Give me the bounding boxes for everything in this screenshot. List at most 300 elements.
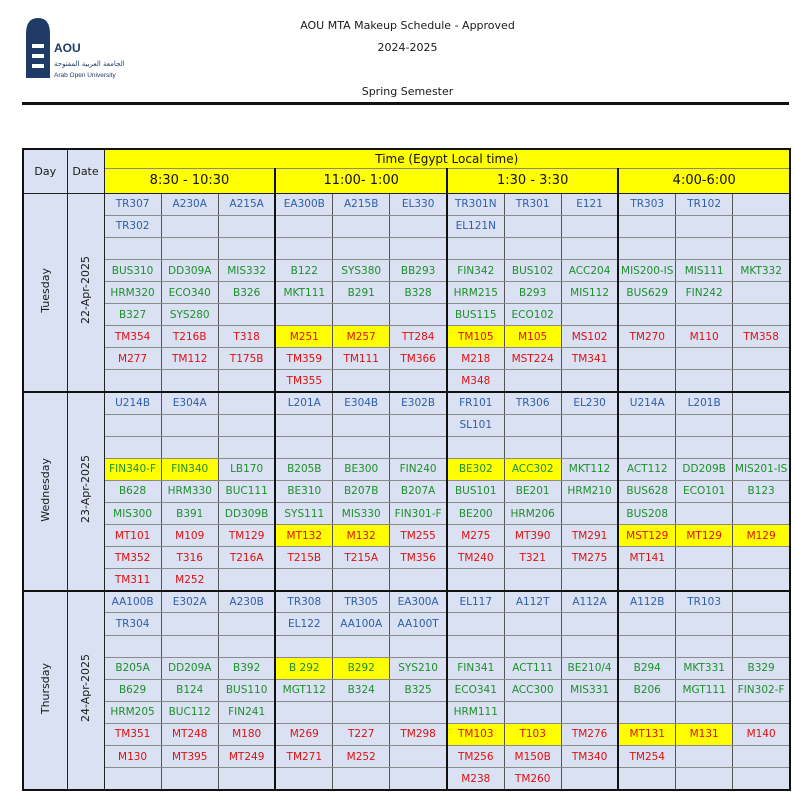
course-cell: TM298	[390, 723, 447, 745]
date-cell	[67, 591, 104, 790]
course-cell	[218, 215, 275, 237]
semester-label: Spring Semester	[361, 85, 454, 98]
course-cell: FIN241	[218, 701, 275, 723]
course-cell: MT141	[618, 547, 675, 569]
day-name: Thursday	[38, 662, 52, 715]
course-cell	[161, 436, 218, 458]
course-cell: BUS208	[618, 503, 675, 525]
course-cell	[676, 237, 733, 259]
course-cell: EL330	[390, 193, 447, 215]
course-cell: M180	[218, 723, 275, 745]
course-cell: BUC111	[218, 480, 275, 502]
course-cell	[676, 304, 733, 326]
course-cell	[733, 591, 790, 613]
course-cell: EL230	[561, 392, 618, 414]
course-cell: BUS115	[447, 304, 504, 326]
course-cell: M132	[333, 525, 390, 547]
course-cell: TR304	[104, 613, 161, 635]
course-cell	[618, 768, 675, 790]
course-cell: E121	[561, 193, 618, 215]
course-cell	[390, 746, 447, 768]
course-cell	[333, 237, 390, 259]
course-cell	[733, 370, 790, 392]
course-cell: HRM210	[561, 480, 618, 502]
course-cell	[618, 414, 675, 436]
course-cell: SYS280	[161, 304, 218, 326]
date-value: 24-Apr-2025	[79, 654, 92, 723]
course-cell	[161, 613, 218, 635]
course-cell: FIN301-F	[390, 503, 447, 525]
svg-text:AOU: AOU	[54, 41, 81, 55]
course-cell	[618, 370, 675, 392]
course-cell	[161, 768, 218, 790]
course-cell: MIS330	[333, 503, 390, 525]
course-cell	[390, 304, 447, 326]
course-cell: B122	[275, 259, 332, 281]
course-cell: M109	[161, 525, 218, 547]
course-cell	[333, 304, 390, 326]
course-cell	[333, 436, 390, 458]
course-cell: B628	[104, 480, 161, 502]
course-cell	[390, 701, 447, 723]
course-cell	[733, 304, 790, 326]
course-cell	[447, 237, 504, 259]
course-cell: T216A	[218, 547, 275, 569]
course-cell: TR306	[504, 392, 561, 414]
course-cell: M130	[104, 746, 161, 768]
schedule-row	[23, 480, 790, 502]
schedule-row	[23, 370, 790, 392]
course-cell	[218, 392, 275, 414]
course-cell: SYS210	[390, 657, 447, 679]
course-cell: MST129	[618, 525, 675, 547]
course-cell: M150B	[504, 746, 561, 768]
course-cell: FIN340	[161, 458, 218, 480]
course-cell	[561, 436, 618, 458]
schedule-row	[23, 392, 790, 414]
course-cell: DD209B	[676, 458, 733, 480]
svg-text:Arab Open University: Arab Open University	[54, 72, 116, 79]
course-cell: MT101	[104, 525, 161, 547]
course-cell: TM291	[561, 525, 618, 547]
course-cell	[733, 282, 790, 304]
course-cell: MKT112	[561, 458, 618, 480]
course-cell: AA100B	[104, 591, 161, 613]
course-cell: L201A	[275, 392, 332, 414]
course-cell: TR103	[676, 591, 733, 613]
course-cell: TT284	[390, 326, 447, 348]
course-cell: M252	[333, 746, 390, 768]
course-cell: B293	[504, 282, 561, 304]
course-cell: TR307	[104, 193, 161, 215]
schedule-row	[23, 613, 790, 635]
course-cell: BE201	[504, 480, 561, 502]
course-cell	[275, 569, 332, 591]
course-cell: MT390	[504, 525, 561, 547]
course-cell: EL117	[447, 591, 504, 613]
course-cell: B207B	[333, 480, 390, 502]
course-cell: BUS101	[447, 480, 504, 502]
course-cell: B326	[218, 282, 275, 304]
course-cell: BE200	[447, 503, 504, 525]
course-cell: FIN240	[390, 458, 447, 480]
schedule-row	[23, 569, 790, 591]
schedule-row	[23, 723, 790, 745]
aou-logo-mark	[24, 16, 124, 86]
course-cell: BUS629	[618, 282, 675, 304]
date-cell	[67, 193, 104, 392]
course-cell: TM275	[561, 547, 618, 569]
course-cell	[218, 768, 275, 790]
course-cell	[275, 237, 332, 259]
course-cell: A112A	[561, 591, 618, 613]
course-cell: BE300	[333, 458, 390, 480]
course-cell: B292	[333, 657, 390, 679]
course-cell	[676, 768, 733, 790]
course-cell	[504, 635, 561, 657]
course-cell: B205B	[275, 458, 332, 480]
course-cell: TM354	[104, 326, 161, 348]
course-cell: DD309A	[161, 259, 218, 281]
course-cell: TM103	[447, 723, 504, 745]
schedule-row	[23, 237, 790, 259]
schedule-row	[23, 768, 790, 790]
course-cell: HRM111	[447, 701, 504, 723]
course-cell: TM341	[561, 348, 618, 370]
schedule-row	[23, 348, 790, 370]
schedule-row	[23, 215, 790, 237]
course-cell: TM359	[275, 348, 332, 370]
course-cell: B205A	[104, 657, 161, 679]
course-cell	[561, 215, 618, 237]
course-cell: TM105	[447, 326, 504, 348]
course-cell: B329	[733, 657, 790, 679]
date-value: 22-Apr-2025	[79, 256, 92, 325]
course-cell: T321	[504, 547, 561, 569]
course-cell: SYS111	[275, 503, 332, 525]
course-cell	[561, 701, 618, 723]
course-cell: FR101	[447, 392, 504, 414]
course-cell	[561, 304, 618, 326]
course-cell: SL101	[447, 414, 504, 436]
course-cell	[733, 768, 790, 790]
course-cell: TM276	[561, 723, 618, 745]
course-cell: FIN242	[676, 282, 733, 304]
schedule-row	[23, 259, 790, 281]
course-cell	[447, 569, 504, 591]
course-cell: TM366	[390, 348, 447, 370]
course-cell	[561, 237, 618, 259]
course-cell: MT395	[161, 746, 218, 768]
course-cell	[447, 635, 504, 657]
course-cell: M131	[676, 723, 733, 745]
time-slot-header: 8:30 - 10:30	[104, 168, 275, 193]
course-cell: MST224	[504, 348, 561, 370]
time-slot-header: 1:30 - 3:30	[447, 168, 618, 193]
course-cell: ECO101	[676, 480, 733, 502]
course-cell: BE210/4	[561, 657, 618, 679]
course-cell: M110	[676, 326, 733, 348]
course-cell: T215A	[333, 547, 390, 569]
time-slot-header: 11:00- 1:00	[275, 168, 446, 193]
course-cell: TR308	[275, 591, 332, 613]
course-cell: MS102	[561, 326, 618, 348]
course-cell	[733, 503, 790, 525]
course-cell	[218, 436, 275, 458]
course-cell: TR303	[618, 193, 675, 215]
course-cell	[218, 414, 275, 436]
course-cell	[333, 635, 390, 657]
course-cell: MT129	[676, 525, 733, 547]
course-cell	[733, 193, 790, 215]
course-cell	[676, 746, 733, 768]
course-cell	[104, 370, 161, 392]
day-cell	[23, 193, 67, 392]
day-column-header: Day	[23, 149, 67, 193]
course-cell	[218, 613, 275, 635]
course-cell: ACT112	[618, 458, 675, 480]
course-cell: MGT112	[275, 679, 332, 701]
schedule-grid	[22, 148, 791, 791]
course-cell	[504, 237, 561, 259]
course-cell	[676, 370, 733, 392]
course-cell	[275, 414, 332, 436]
course-cell: M269	[275, 723, 332, 745]
course-cell: TM271	[275, 746, 332, 768]
course-cell	[275, 768, 332, 790]
course-cell	[676, 436, 733, 458]
course-cell: MT248	[161, 723, 218, 745]
course-cell	[733, 237, 790, 259]
course-cell: TM356	[390, 547, 447, 569]
schedule-row	[23, 436, 790, 458]
schedule-row	[23, 701, 790, 723]
course-cell: MIS331	[561, 679, 618, 701]
day-name: Wednesday	[38, 457, 52, 522]
course-cell: BB293	[390, 259, 447, 281]
schedule-row	[23, 746, 790, 768]
course-cell: B328	[390, 282, 447, 304]
course-cell	[275, 701, 332, 723]
course-cell	[390, 569, 447, 591]
course-cell	[275, 635, 332, 657]
schedule-row	[23, 635, 790, 657]
course-cell: MIS111	[676, 259, 733, 281]
course-cell: B391	[161, 503, 218, 525]
course-cell	[733, 436, 790, 458]
course-cell	[676, 613, 733, 635]
course-cell	[161, 635, 218, 657]
course-cell: B629	[104, 679, 161, 701]
course-cell: U214A	[618, 392, 675, 414]
course-cell	[733, 613, 790, 635]
course-cell: MT131	[618, 723, 675, 745]
course-cell: BUS102	[504, 259, 561, 281]
course-cell	[333, 569, 390, 591]
course-cell: B327	[104, 304, 161, 326]
course-cell	[733, 414, 790, 436]
course-cell: MIS200-IS	[618, 259, 675, 281]
time-slot-header: 4:00-6:00	[618, 168, 790, 193]
course-cell: ACC300	[504, 679, 561, 701]
course-cell: TM112	[161, 348, 218, 370]
course-cell	[733, 569, 790, 591]
course-cell	[504, 414, 561, 436]
course-cell	[561, 414, 618, 436]
course-cell	[218, 237, 275, 259]
course-cell	[447, 613, 504, 635]
course-cell: A215B	[333, 193, 390, 215]
course-cell	[618, 304, 675, 326]
course-cell	[618, 635, 675, 657]
course-cell	[447, 436, 504, 458]
course-cell: A230B	[218, 591, 275, 613]
course-cell	[390, 370, 447, 392]
schedule-table	[22, 148, 789, 791]
course-cell	[733, 635, 790, 657]
course-cell	[561, 635, 618, 657]
course-cell: B324	[333, 679, 390, 701]
course-cell	[104, 635, 161, 657]
course-cell: A230A	[161, 193, 218, 215]
course-cell: MT249	[218, 746, 275, 768]
course-cell: AA100T	[390, 613, 447, 635]
course-cell: TM352	[104, 547, 161, 569]
schedule-row	[23, 282, 790, 304]
course-cell	[218, 569, 275, 591]
aou-logo	[24, 16, 124, 86]
course-cell	[676, 701, 733, 723]
course-cell	[275, 215, 332, 237]
course-cell: MGT111	[676, 679, 733, 701]
course-cell	[618, 701, 675, 723]
course-cell: HRM330	[161, 480, 218, 502]
course-cell: TM129	[218, 525, 275, 547]
course-cell: DD309B	[218, 503, 275, 525]
course-cell: B291	[333, 282, 390, 304]
course-cell	[733, 701, 790, 723]
course-cell: TM311	[104, 569, 161, 591]
course-cell	[733, 746, 790, 768]
course-cell: TM355	[275, 370, 332, 392]
course-cell: ECO102	[504, 304, 561, 326]
date-column-header: Date	[67, 149, 104, 193]
svg-text:الجامعة العربية المفتوحة: الجامعة العربية المفتوحة	[54, 60, 124, 68]
course-cell	[218, 304, 275, 326]
course-cell: T318	[218, 326, 275, 348]
course-cell	[333, 768, 390, 790]
course-cell: M129	[733, 525, 790, 547]
course-cell	[561, 370, 618, 392]
course-cell: DD209A	[161, 657, 218, 679]
course-cell: MKT332	[733, 259, 790, 281]
date-value: 23-Apr-2025	[79, 455, 92, 524]
course-cell: HRM206	[504, 503, 561, 525]
course-cell: FIN302-F	[733, 679, 790, 701]
schedule-row	[23, 304, 790, 326]
course-cell	[104, 768, 161, 790]
course-cell	[504, 215, 561, 237]
schedule-row	[23, 657, 790, 679]
course-cell	[676, 547, 733, 569]
date-cell	[67, 392, 104, 591]
course-cell: MIS201-IS	[733, 458, 790, 480]
course-cell: M277	[104, 348, 161, 370]
course-cell	[733, 392, 790, 414]
course-cell	[161, 237, 218, 259]
course-cell	[504, 370, 561, 392]
course-cell	[333, 215, 390, 237]
course-cell: E302B	[390, 392, 447, 414]
course-cell: B 292	[275, 657, 332, 679]
course-cell: M105	[504, 326, 561, 348]
course-cell: A112B	[618, 591, 675, 613]
course-cell	[104, 414, 161, 436]
course-cell: AA100A	[333, 613, 390, 635]
course-cell: A112T	[504, 591, 561, 613]
course-cell: FIN341	[447, 657, 504, 679]
course-cell: B124	[161, 679, 218, 701]
course-cell: E304A	[161, 392, 218, 414]
course-cell	[504, 569, 561, 591]
course-cell: A215A	[218, 193, 275, 215]
schedule-row	[23, 503, 790, 525]
schedule-row	[23, 458, 790, 480]
course-cell	[390, 414, 447, 436]
course-cell: TR305	[333, 591, 390, 613]
schedule-title: AOU MTA Makeup Schedule - Approved	[300, 19, 515, 32]
course-cell: TR301	[504, 193, 561, 215]
course-cell	[390, 215, 447, 237]
course-cell	[390, 436, 447, 458]
course-cell: FIN340-F	[104, 458, 161, 480]
course-cell: ECO340	[161, 282, 218, 304]
course-cell	[561, 613, 618, 635]
course-cell: M348	[447, 370, 504, 392]
course-cell: M251	[275, 326, 332, 348]
course-cell: ACT111	[504, 657, 561, 679]
schedule-row	[23, 547, 790, 569]
course-cell: T215B	[275, 547, 332, 569]
course-cell	[161, 370, 218, 392]
course-cell: BE310	[275, 480, 332, 502]
course-cell: T175B	[218, 348, 275, 370]
course-cell	[676, 635, 733, 657]
course-cell	[561, 503, 618, 525]
course-cell	[618, 436, 675, 458]
course-cell: MKT111	[275, 282, 332, 304]
course-cell	[390, 768, 447, 790]
course-cell: ECO341	[447, 679, 504, 701]
course-cell: LB170	[218, 458, 275, 480]
course-cell	[676, 414, 733, 436]
course-cell: MT132	[275, 525, 332, 547]
course-cell	[618, 348, 675, 370]
course-cell: T316	[161, 547, 218, 569]
course-cell	[504, 436, 561, 458]
course-cell	[333, 370, 390, 392]
course-cell: TM254	[618, 746, 675, 768]
day-name: Tuesday	[38, 267, 52, 313]
course-cell: B206	[618, 679, 675, 701]
course-cell: L201B	[676, 392, 733, 414]
course-cell: TM260	[504, 768, 561, 790]
course-cell: TM111	[333, 348, 390, 370]
course-cell: TM358	[733, 326, 790, 348]
course-cell: HRM215	[447, 282, 504, 304]
course-cell	[390, 237, 447, 259]
course-cell	[333, 414, 390, 436]
